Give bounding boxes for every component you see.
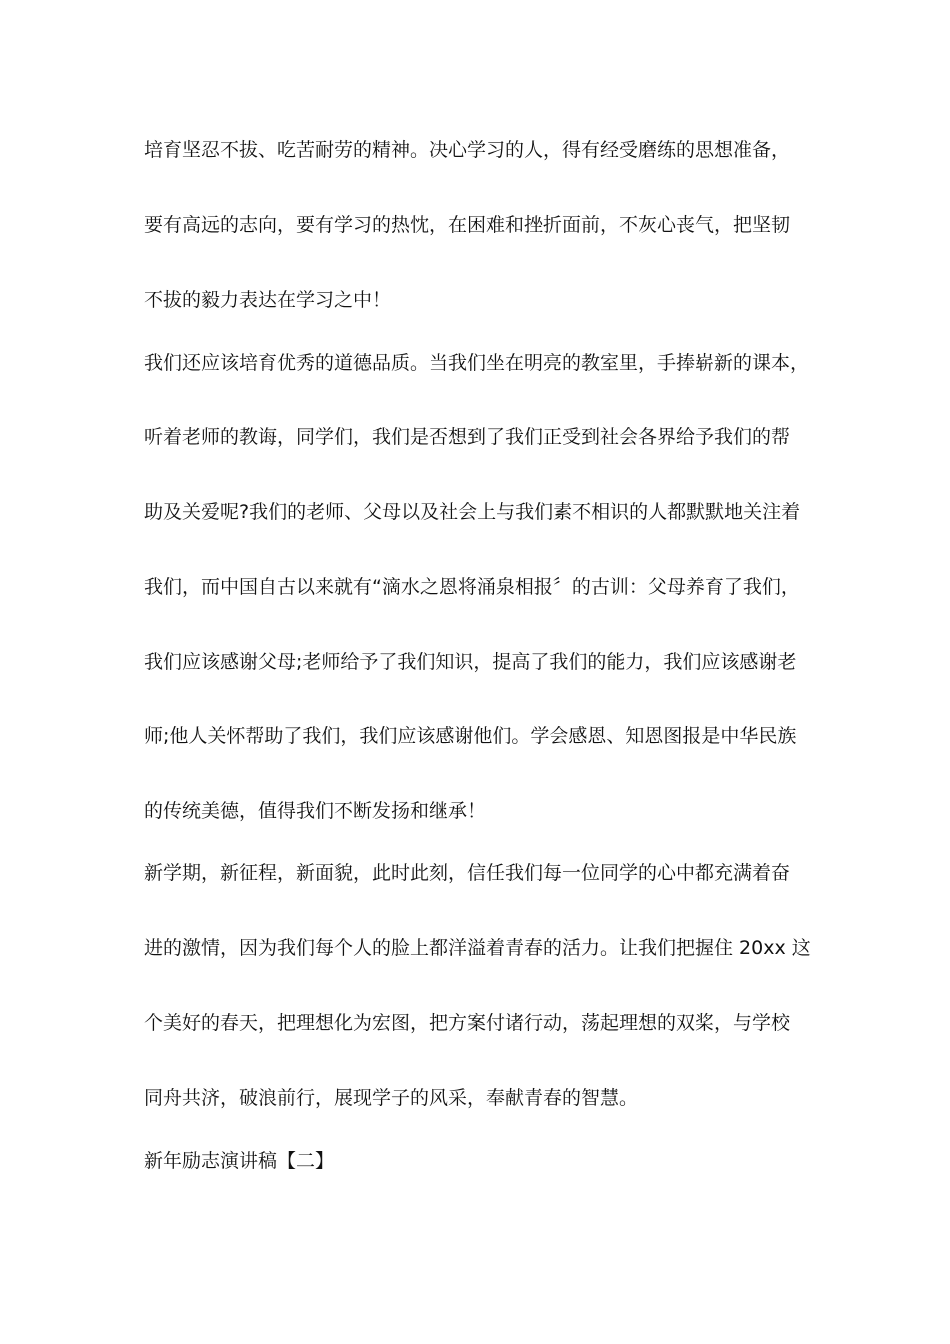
paragraph-line: 助及关爱呢?我们的老师、父母以及社会上与我们素不相识的人都默默地关注着	[144, 501, 801, 523]
paragraph-line: 要有高远的志向，要有学习的热忱，在困难和挫折面前，不灰心丧气，把坚韧	[144, 214, 791, 236]
paragraph-line: 听着老师的教诲，同学们，我们是否想到了我们正受到社会各界给予我们的帮	[144, 426, 791, 448]
section-heading: 新年励志演讲稿【二】	[144, 1150, 335, 1172]
paragraph-line: 我们，而中国自古以来就有“滴水之恩将涌泉相报〞的古训：父母养育了我们，	[144, 576, 800, 598]
paragraph-line: 新学期，新征程，新面貌，此时此刻，信任我们每一位同学的心中都充满着奋	[144, 862, 791, 884]
paragraph-line: 不拔的毅力表达在学习之中！	[144, 289, 392, 311]
paragraph-line: 培育坚忍不拔、吃苦耐劳的精神。决心学习的人，得有经受磨练的思想准备，	[144, 139, 791, 161]
paragraph-line: 进的激情，因为我们每个人的脸上都洋溢着青春的活力。让我们把握住 20xx 这	[144, 937, 811, 959]
paragraph-line: 师;他人关怀帮助了我们，我们应该感谢他们。学会感恩、知恩图报是中华民族	[144, 725, 797, 747]
paragraph-line: 个美好的春天，把理想化为宏图，把方案付诸行动，荡起理想的双桨，与学校	[144, 1012, 791, 1034]
paragraph-line: 的传统美德，值得我们不断发扬和继承！	[144, 800, 487, 822]
paragraph-line: 我们应该感谢父母;老师给予了我们知识，提高了我们的能力，我们应该感谢老	[144, 651, 797, 673]
paragraph-line: 同舟共济，破浪前行，展现学子的风采，奉献青春的智慧。	[144, 1087, 639, 1109]
paragraph-line: 我们还应该培育优秀的道德品质。当我们坐在明亮的教室里，手捧崭新的课本，	[144, 352, 810, 374]
